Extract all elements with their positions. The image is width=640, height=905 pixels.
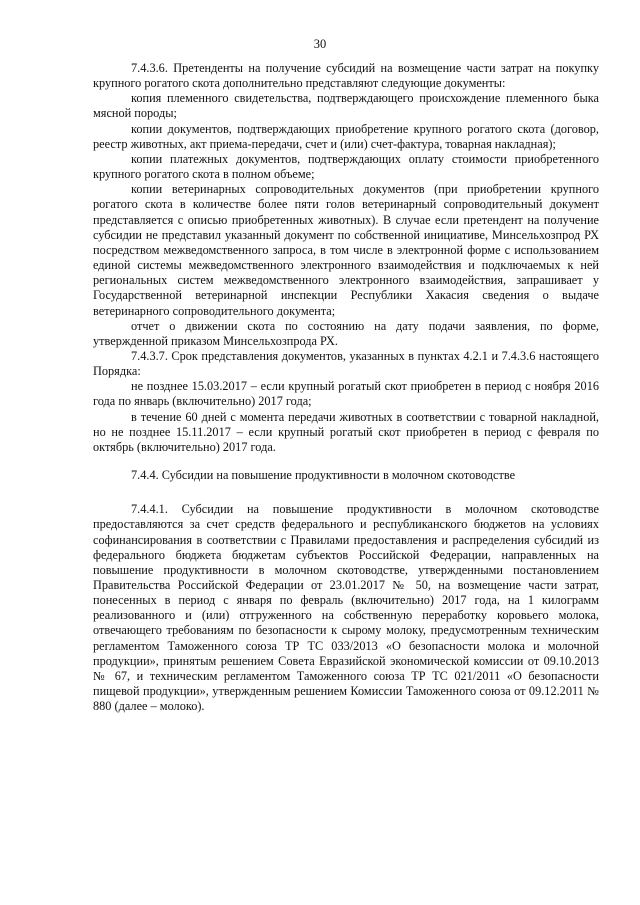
list-item-breeding-certificate: копия племенного свидетельства, подтверждающего происхождение племенного быка мясной породы; xyxy=(93,91,599,121)
section-heading: 7.4.4. Субсидии на повышение продуктивности в молочном скотоводстве xyxy=(131,468,516,483)
list-item-veterinary-documents: копии ветеринарных сопроводительных документов (при приобретении крупного рогатого скота в количестве более пяти голов ветеринарный сопроводительный документ представляется с описью приобретенных животных). В случае если претендент на получение субсидии не представил указанный документ по собственной инициативе, Минсельхозпрод РХ посредством межведомственного запроса, в том числе в электронной форме с использованием единой системы межведомственного электронного взаимодействия и подключаемых к ней региональных систем межведомственного электронного взаимодействия, запрашивает у Государственной ветеринарной инспекции Республики Хакасия сведения о выдаче ветеринарного сопроводительного документа; xyxy=(93,182,599,318)
spacer xyxy=(93,455,599,468)
paragraph-7-4-4-1: 7.4.4.1. Субсидии на повышение продуктивности в молочном скотоводстве предоставляются за счет средств федерального и республиканского бюджетов на условиях софинансирования в соответствии с Правилами предоставления и распределения субсидий из федерального бюджета бюджетам субъектов Российской Федерации, направленных на повышение продуктивности в молочном скотоводстве, утвержденными постановлением Правительства Российской Федерации от 23.01.2017 № 50, на возмещение части затрат, понесенных в период с января по февраль (включительно) 2017 года, на 1 килограмм реализованного и (или) отгруженного на собственную переработку коровьего молока, отвечающего требованиям по безопасности к сырому молоку, предусмотренным техническим регламентом Таможенного союза ТР ТС 033/2013 «О безопасности молока и молочной продукции», принятым решением Совета Евразийской экономической комиссии от 09.10.2013 № 67, и техническим регламентом Таможенного союза ТР ТС 021/2011 «О безопасности пищевой продукции», утвержденным решением Комиссии Таможенного союза от 09.12.2011 № 880 (далее – молоко). xyxy=(93,502,599,714)
paragraph-7-4-3-7: 7.4.3.7. Срок представления документов, указанных в пунктах 4.2.1 и 7.4.3.6 настоящего Порядка: xyxy=(93,348,599,379)
document-body xyxy=(93,61,599,714)
deadline-item-2: в течение 60 дней с момента передачи животных в соответствии с товарной накладной, но не позднее 15.11.2017 – если крупный рогатый скот приобретен в период с февраля по октябрь (включительно) 2017 года. xyxy=(93,409,599,454)
paragraph-7-4-3-6: 7.4.3.6. Претенденты на получение субсидий на возмещение части затрат на покупку крупного рогатого скота дополнительно представляют следующие документы: xyxy=(93,61,599,91)
spacer xyxy=(93,483,599,502)
page-number: 30 xyxy=(313,37,327,51)
deadline-item-1: не позднее 15.03.2017 – если крупный рогатый скот приобретен в период с ноября 2016 года по январь (включительно) 2017 года; xyxy=(93,379,599,409)
list-item-livestock-report: отчет о движении скота по состоянию на дату подачи заявления, по форме, утвержденной приказом Минсельхозпрода РХ. xyxy=(93,318,599,348)
list-item-purchase-documents: копии документов, подтверждающих приобретение крупного рогатого скота (договор, реестр животных, акт приема-передачи, счет и (или) счет-фактура, товарная накладная); xyxy=(93,121,599,151)
list-item-payment-documents: копии платежных документов, подтверждающих оплату стоимости приобретенного крупного рогатого скота в полном объеме; xyxy=(93,151,599,182)
